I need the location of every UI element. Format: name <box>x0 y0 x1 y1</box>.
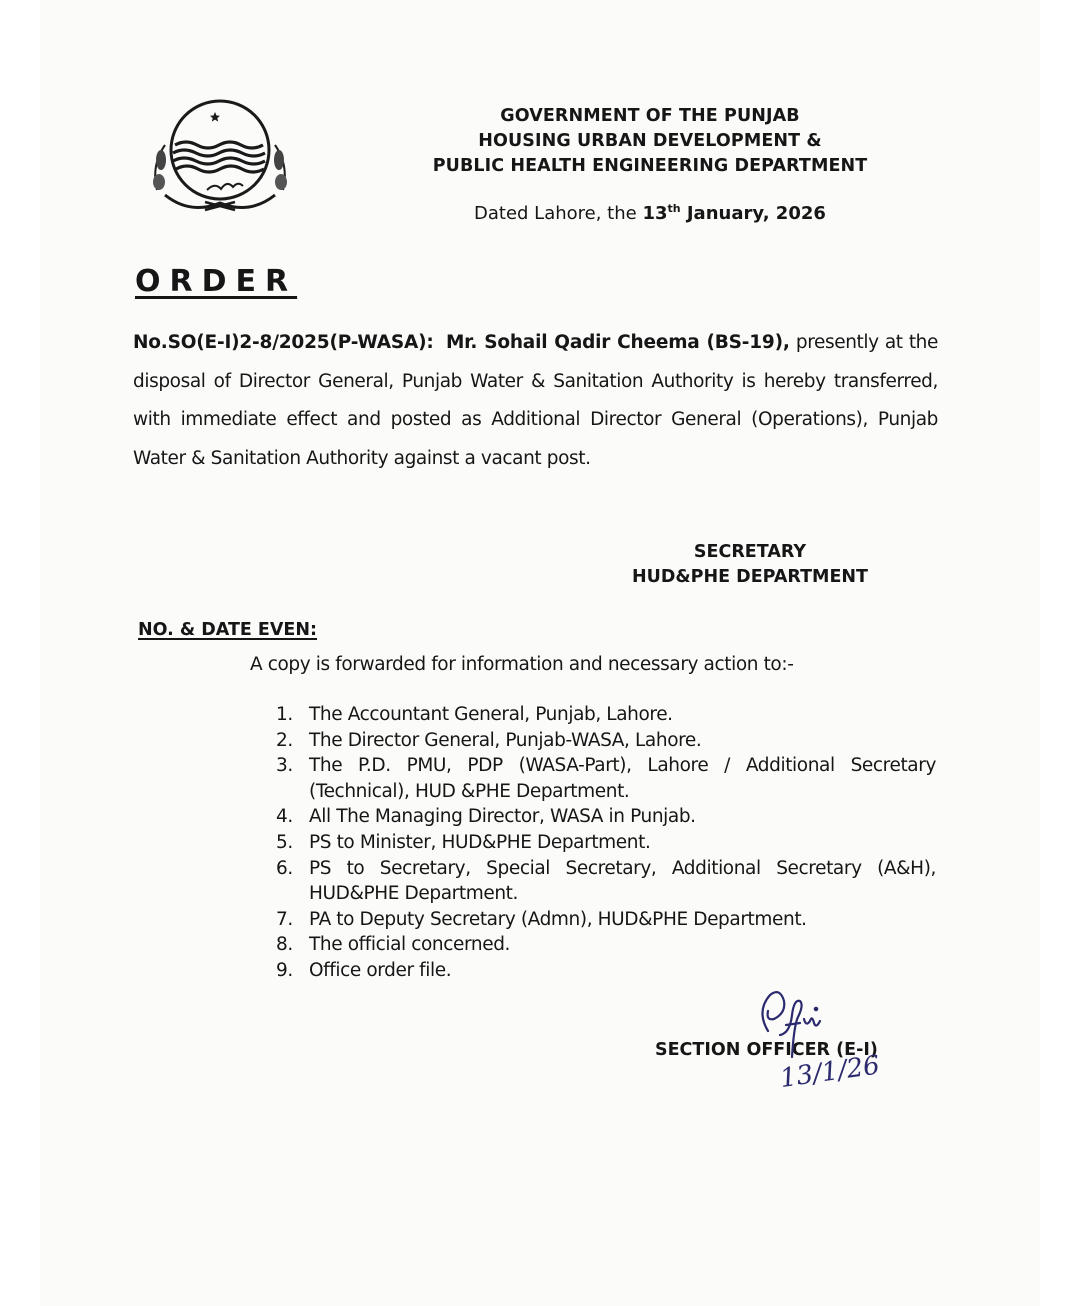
dated-prefix: Dated Lahore, the <box>474 203 643 224</box>
dated-day-suffix: th <box>667 202 681 215</box>
distribution-item <box>276 932 936 958</box>
item-text: Office order file. <box>309 959 452 981</box>
distribution-item <box>276 702 936 728</box>
letterhead-line-housing: HOUSING URBAN DEVELOPMENT & <box>478 131 822 151</box>
item-number: 2. <box>276 729 293 751</box>
handwritten-signature-icon <box>750 985 882 1095</box>
distribution-item <box>276 830 936 856</box>
distribution-item <box>276 856 936 907</box>
handwritten-date: 13/1/26 <box>778 1050 882 1095</box>
officer-name: Mr. Sohail Qadir Cheema (BS-19), <box>445 332 790 353</box>
item-text: The Director General, Punjab-WASA, Lahore. <box>309 729 702 751</box>
item-text: PS to Secretary, Special Secretary, Additional Secretary (A&H), HUD&PHE Department. <box>309 857 936 905</box>
order-paragraph <box>133 324 938 478</box>
letterhead <box>400 104 900 179</box>
dated-line <box>474 202 826 224</box>
item-number: 7. <box>276 908 293 930</box>
distribution-item <box>276 753 936 804</box>
item-text: PA to Deputy Secretary (Admn), HUD&PHE Department. <box>309 908 807 930</box>
secretary-department: HUD&PHE DEPARTMENT <box>632 567 868 587</box>
secretary-signature-block <box>600 540 900 590</box>
order-reference-number: No.SO(E-I)2-8/2025(P-WASA): <box>133 332 434 353</box>
item-text: All The Managing Director, WASA in Punjab. <box>309 806 696 828</box>
distribution-intro: A copy is forwarded for information and necessary action to:- <box>250 654 794 675</box>
order-title: ORDER <box>135 264 298 299</box>
distribution-list <box>276 702 936 984</box>
order-body-text: presently at the disposal of Director General, Punjab Water & Sanitation Authority is hereby transferred, with immediate effect and posted as Additional Director General (Operations), Punjab Water & Sanitation Authority against a vacant post. <box>133 332 938 469</box>
item-text: The Accountant General, Punjab, Lahore. <box>309 704 673 725</box>
item-number: 9. <box>276 959 293 981</box>
letterhead-line-government: GOVERNMENT OF THE PUNJAB <box>500 106 800 126</box>
distribution-item <box>276 907 936 933</box>
item-number: 1. <box>276 704 293 725</box>
item-number: 6. <box>276 857 293 879</box>
section-officer-designation: SECTION OFFICER (E-I) <box>655 1040 878 1060</box>
item-number: 3. <box>276 755 293 777</box>
dated-month-year: January, 2026 <box>680 203 826 224</box>
distribution-item <box>276 728 936 754</box>
item-number: 4. <box>276 806 293 828</box>
item-number: 8. <box>276 934 293 956</box>
secretary-title: SECRETARY <box>693 542 807 562</box>
item-number: 5. <box>276 831 293 853</box>
no-date-even-heading: NO. & DATE EVEN: <box>138 620 318 640</box>
item-text: PS to Minister, HUD&PHE Department. <box>309 831 651 853</box>
letterhead-line-department: PUBLIC HEALTH ENGINEERING DEPARTMENT <box>432 156 868 176</box>
dated-day: 13 <box>642 203 668 224</box>
punjab-government-emblem-icon <box>145 100 295 212</box>
item-text: The official concerned. <box>309 934 511 956</box>
distribution-item <box>276 958 936 984</box>
distribution-item <box>276 804 936 830</box>
item-text: The P.D. PMU, PDP (WASA-Part), Lahore / Additional Secretary (Technical), HUD &PHE Department. <box>309 755 936 802</box>
